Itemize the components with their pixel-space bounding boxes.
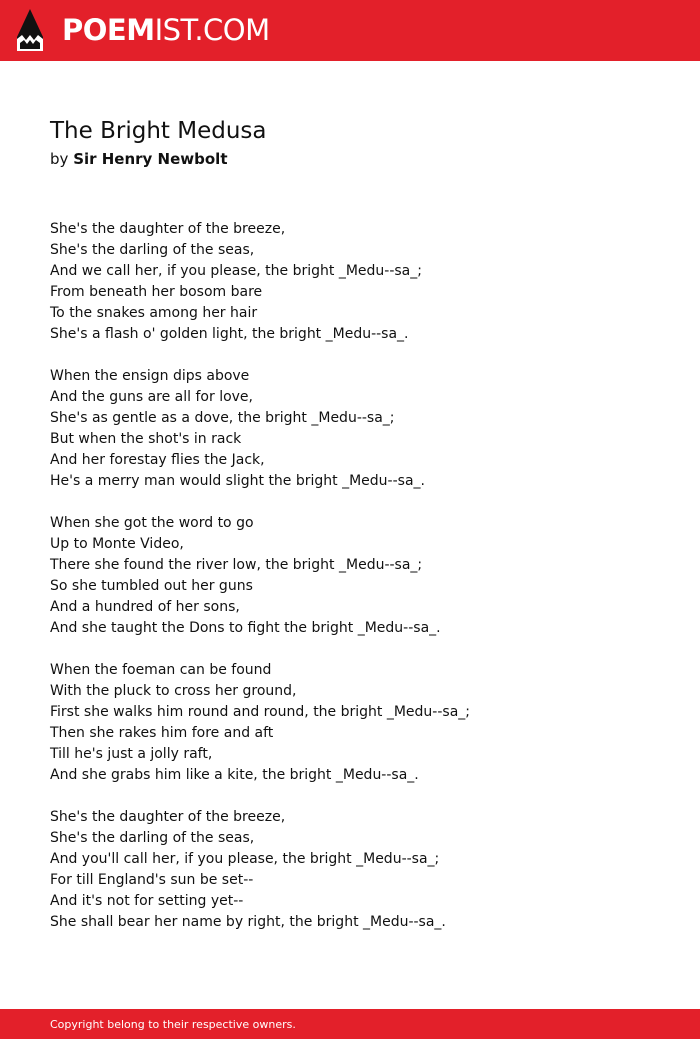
stanza bbox=[50, 219, 670, 345]
poem-line: With the pluck to cross her ground, bbox=[50, 683, 297, 699]
poem-line: She's the daughter of the breeze, bbox=[50, 221, 286, 237]
poem-line: Then she rakes him fore and aft bbox=[50, 725, 274, 741]
poem-line: She's as gentle as a dove, the bright _Medu--sa_; bbox=[50, 410, 395, 426]
poem-line: And it's not for setting yet-- bbox=[50, 893, 244, 909]
poem-title: The Bright Medusa bbox=[50, 118, 267, 144]
poem-line: When she got the word to go bbox=[50, 515, 254, 531]
poem-line: And she grabs him like a kite, the bright _Medu--sa_. bbox=[50, 767, 419, 783]
poem-line: And the guns are all for love, bbox=[50, 389, 253, 405]
author-name: Sir Henry Newbolt bbox=[73, 150, 228, 168]
poem-line: First she walks him round and round, the bright _Medu--sa_; bbox=[50, 704, 470, 720]
poem-line: She shall bear her name by right, the bright _Medu--sa_. bbox=[50, 914, 446, 930]
poem-line: She's the darling of the seas, bbox=[50, 242, 255, 258]
site-logo[interactable] bbox=[62, 11, 270, 49]
poem-line: She's a flash o' golden light, the bright _Medu--sa_. bbox=[50, 326, 409, 342]
poem-line: For till England's sun be set-- bbox=[50, 872, 254, 888]
byline bbox=[50, 149, 228, 169]
poem-line: And you'll call her, if you please, the bright _Medu--sa_; bbox=[50, 851, 440, 867]
poem-line: And we call her, if you please, the bright _Medu--sa_; bbox=[50, 263, 422, 279]
poem-line: He's a merry man would slight the bright _Medu--sa_. bbox=[50, 473, 425, 489]
copyright-text: Copyright belong to their respective owners. bbox=[50, 1018, 296, 1031]
poem-line: When the ensign dips above bbox=[50, 368, 250, 384]
poem-line: Up to Monte Video, bbox=[50, 536, 184, 552]
poem-line: There she found the river low, the bright _Medu--sa_; bbox=[50, 557, 423, 573]
poem-line: She's the darling of the seas, bbox=[50, 830, 255, 846]
stanza bbox=[50, 513, 670, 639]
poem-line: But when the shot's in rack bbox=[50, 431, 242, 447]
poem-line: When the foeman can be found bbox=[50, 662, 272, 678]
poem-line: And she taught the Dons to fight the bright _Medu--sa_. bbox=[50, 620, 441, 636]
stanza bbox=[50, 366, 670, 492]
logo-light-text: IST.COM bbox=[154, 13, 270, 47]
poem-line: And a hundred of her sons, bbox=[50, 599, 240, 615]
stanza bbox=[50, 660, 670, 786]
poem-line: So she tumbled out her guns bbox=[50, 578, 253, 594]
stanza bbox=[50, 807, 670, 933]
site-header bbox=[0, 0, 700, 61]
site-footer bbox=[0, 1009, 700, 1039]
logo-bold-text: POEM bbox=[62, 13, 155, 47]
pen-nib-icon bbox=[17, 9, 43, 51]
poem-line: To the snakes among her hair bbox=[50, 305, 258, 321]
byline-prefix: by bbox=[50, 150, 69, 168]
poem-line: And her forestay flies the Jack, bbox=[50, 452, 265, 468]
poem-line: From beneath her bosom bare bbox=[50, 284, 263, 300]
poem-line: Till he's just a jolly raft, bbox=[50, 746, 213, 762]
poem-body bbox=[50, 219, 670, 954]
poem-line: She's the daughter of the breeze, bbox=[50, 809, 286, 825]
